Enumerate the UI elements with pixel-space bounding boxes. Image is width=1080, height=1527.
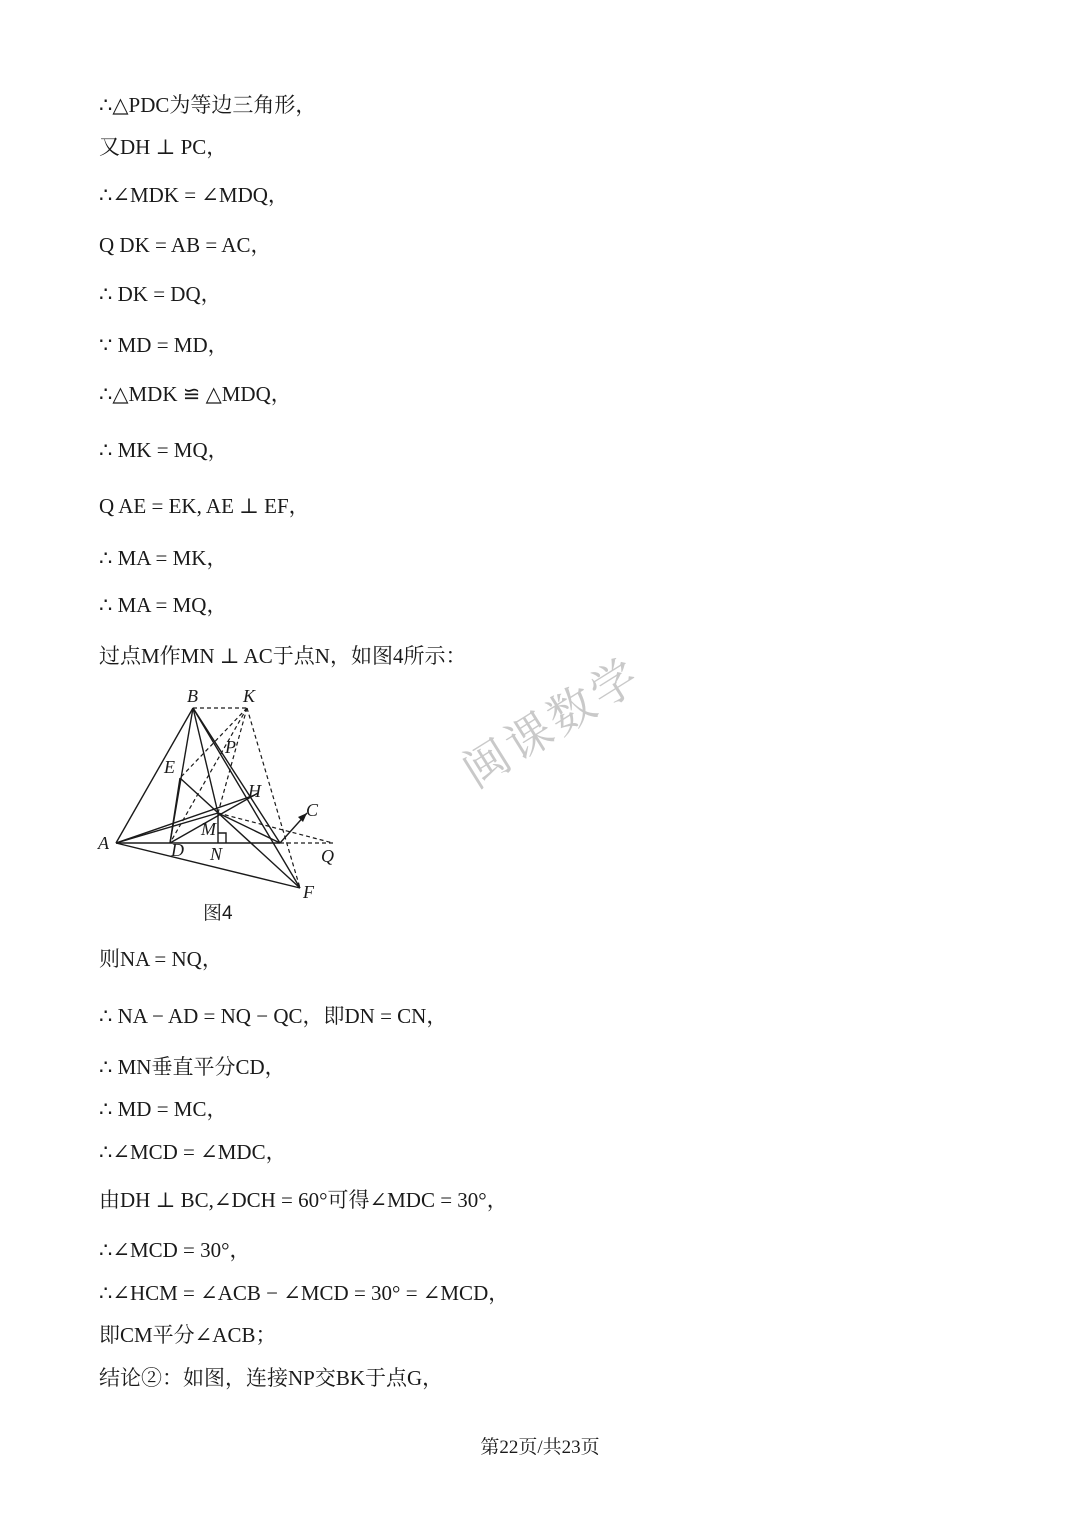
proof-line: ∴ MD = MC， xyxy=(99,1097,228,1121)
proof-line: ∴△MDK ≌ △MDQ， xyxy=(99,382,292,406)
proof-line: ∴∠MCD = ∠MDC， xyxy=(99,1140,287,1164)
point-label-D: D xyxy=(171,840,184,860)
point-label-H: H xyxy=(248,781,261,801)
proof-line: 过点M作MN ⊥ AC于点N，如图4所示： xyxy=(99,644,467,668)
proof-line: ∴ DK = DQ， xyxy=(99,282,222,306)
page-footer: 第22页/共23页 xyxy=(480,1437,600,1458)
point-label-C: C xyxy=(306,800,319,820)
proof-line: Q DK = AB = AC， xyxy=(99,233,272,257)
geometry-figure xyxy=(95,683,355,923)
proof-line: ∴ MA = MK， xyxy=(99,546,228,570)
proof-line: ∴∠HCM = ∠ACB − ∠MCD = 30° = ∠MCD， xyxy=(99,1281,510,1305)
proof-line: ∵ MD = MD， xyxy=(99,333,229,357)
watermark: 闽课数学 xyxy=(452,646,651,799)
point-label-N: N xyxy=(210,844,223,864)
point-label-M: M xyxy=(201,819,216,839)
proof-line: ∴ MA = MQ， xyxy=(99,593,228,617)
proof-line: ∴∠MDK = ∠MDQ， xyxy=(99,183,289,207)
proof-line: ∴△PDC为等边三角形， xyxy=(99,93,317,117)
proof-line: 则NA = NQ， xyxy=(99,947,223,971)
proof-line: ∴∠MCD = 30°， xyxy=(99,1238,251,1262)
point-label-E: E xyxy=(164,757,175,777)
proof-line: ∴ MK = MQ， xyxy=(99,438,229,462)
proof-line: ∴ NA − AD = NQ − QC，即DN = CN， xyxy=(99,1004,448,1028)
proof-line: 由DH ⊥ BC,∠DCH = 60°可得∠MDC = 30°， xyxy=(99,1188,508,1212)
point-label-B: B xyxy=(187,686,198,706)
point-label-A: A xyxy=(98,833,109,853)
proof-line: 即CM平分∠ACB； xyxy=(99,1323,277,1347)
figure-caption: 图4 xyxy=(203,903,233,924)
point-label-Q: Q xyxy=(321,846,334,866)
point-label-K: K xyxy=(243,686,256,706)
proof-line: ∴ MN垂直平分CD， xyxy=(99,1055,286,1079)
point-label-F: F xyxy=(303,882,314,902)
proof-line: 又DH ⊥ PC， xyxy=(99,135,228,159)
proof-line: 结论②：如图，连接NP交BK于点G， xyxy=(99,1366,444,1390)
point-label-P: P xyxy=(225,737,236,757)
proof-line: Q AE = EK, AE ⊥ EF， xyxy=(99,494,310,518)
